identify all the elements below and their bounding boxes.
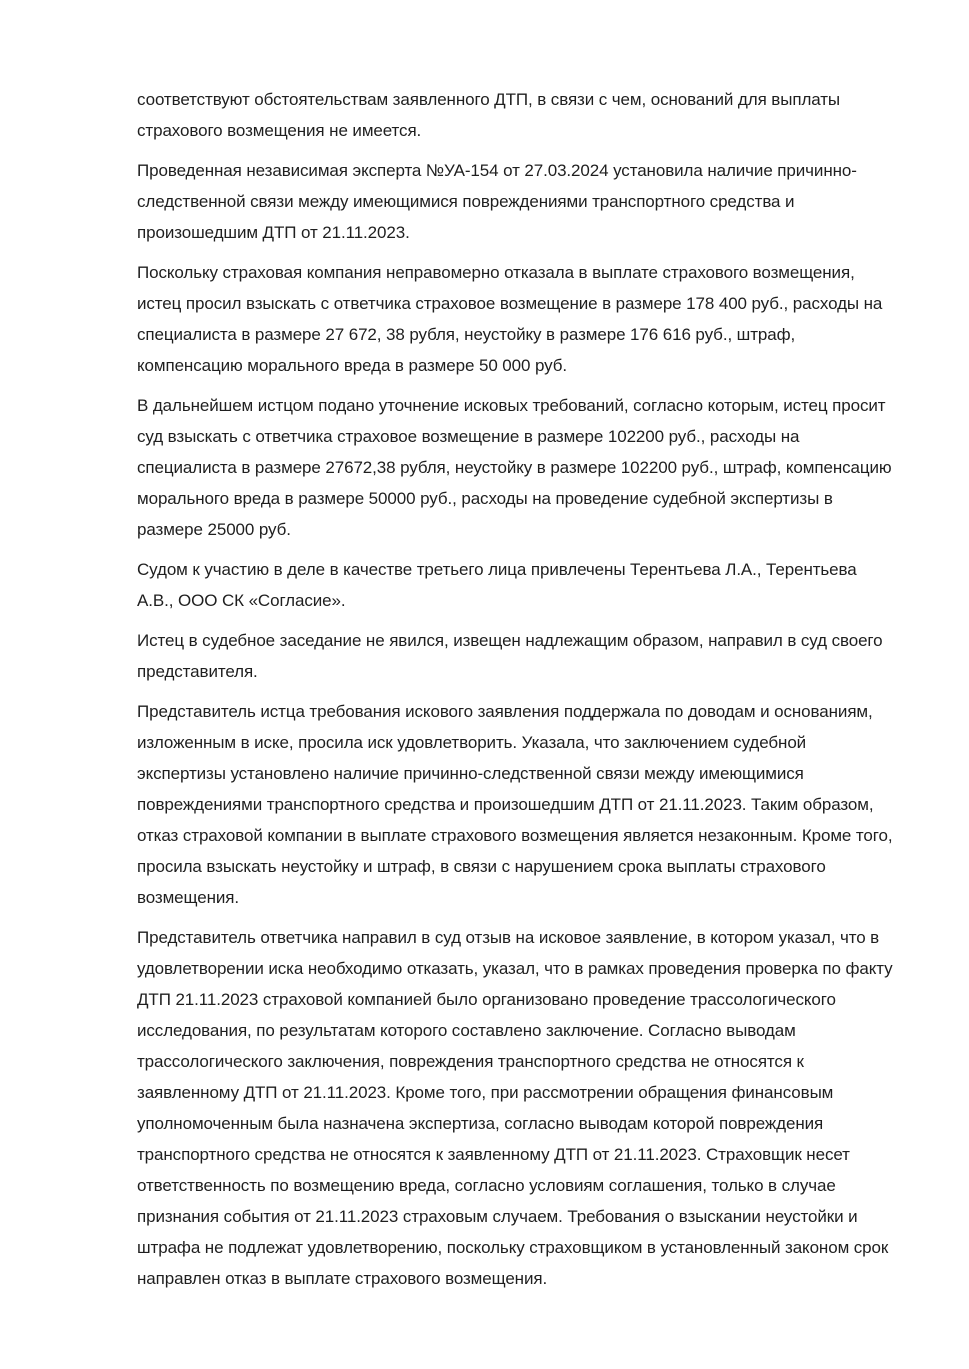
paragraph-defendant-response: Представитель ответчика направил в суд отзыв на исковое заявление, в котором указал, что в удовлетворении иска необходимо отказать, указал, что в рамках проведения проверка по факту ДТП 21.11.2023 страховой компанией было организовано проведение трассологического исследования, по результатам которого составлено заключение. Согласно выводам трассологического заключения, повреждения транспортного средства не относятся к заявленному ДТП от 21.11.2023. Кроме того, при рассмотрении обращения финансовым уполномоченным была назначена экспертиза, согласно выводам которой повреждения транспортного средства не относятся к заявленному ДТП от 21.11.2023. Страховщик несет ответственность по возмещению вреда, согласно условиям соглашения, только в случае признания события от 21.11.2023 страховым случаем. Требования о взыскании неустойки и штрафа не подлежат удовлетворению, поскольку страховщиком в установленный законом срок направлен отказ в выплате страхового возмещения. bbox=[137, 928, 893, 1288]
paragraph-no-grounds-for-payment: соответствуют обстоятельствам заявленного ДТП, в связи с чем, оснований для выплаты страхового возмещения не имеется. bbox=[137, 90, 841, 140]
paragraph-initial-claims: Поскольку страховая компания неправомерно отказала в выплате страхового возмещения, истец просил взыскать с ответчика страховое возмещение в размере 178 400 руб., расходы на специалиста в размере 27 672, 38 рубля, неустойку в размере 176 616 руб., штраф, компенсацию морального вреда в размере 50 000 руб. bbox=[137, 263, 883, 375]
paragraph-independent-expertise: Проведенная независимая эксперта №УА-154 от 27.03.2024 установила наличие причинно-следственной связи между имеющимися повреждениями транспортного средства и произошедшим ДТП от 21.11.2023. bbox=[137, 161, 857, 242]
paragraph-updated-claims: В дальнейшем истцом подано уточнение исковых требований, согласно которым, истец просит суд взыскать с ответчика страховое возмещение в размере 102200 руб., расходы на специалиста в размере 27672,38 рубля, неустойку в размере 102200 руб., штраф, компенсацию морального вреда в размере 50000 руб., расходы на проведение судебной экспертизы в размере 25000 руб. bbox=[137, 396, 892, 539]
document-text-block bbox=[137, 84, 894, 1294]
paragraph-plaintiff-absent: Истец в судебное заседание не явился, извещен надлежащим образом, направил в суд своего представителя. bbox=[137, 631, 883, 681]
paragraph-third-parties: Судом к участию в деле в качестве третьего лица привлечены Терентьева Л.А., Терентьева А.В., ООО СК «Согласие». bbox=[137, 560, 857, 610]
paragraph-plaintiff-representative-position: Представитель истца требования искового заявления поддержала по доводам и основаниям, изложенным в иске, просила иск удовлетворить. Указала, что заключением судебной экспертизы установлено наличие причинно-следственной связи между имеющимися повреждениями транспортного средства и произошедшим ДТП от 21.11.2023. Таким образом, отказ страховой компании в выплате страхового возмещения является незаконным. Кроме того, просила взыскать неустойку и штраф, в связи с нарушением срока выплаты страхового возмещения. bbox=[137, 702, 893, 907]
